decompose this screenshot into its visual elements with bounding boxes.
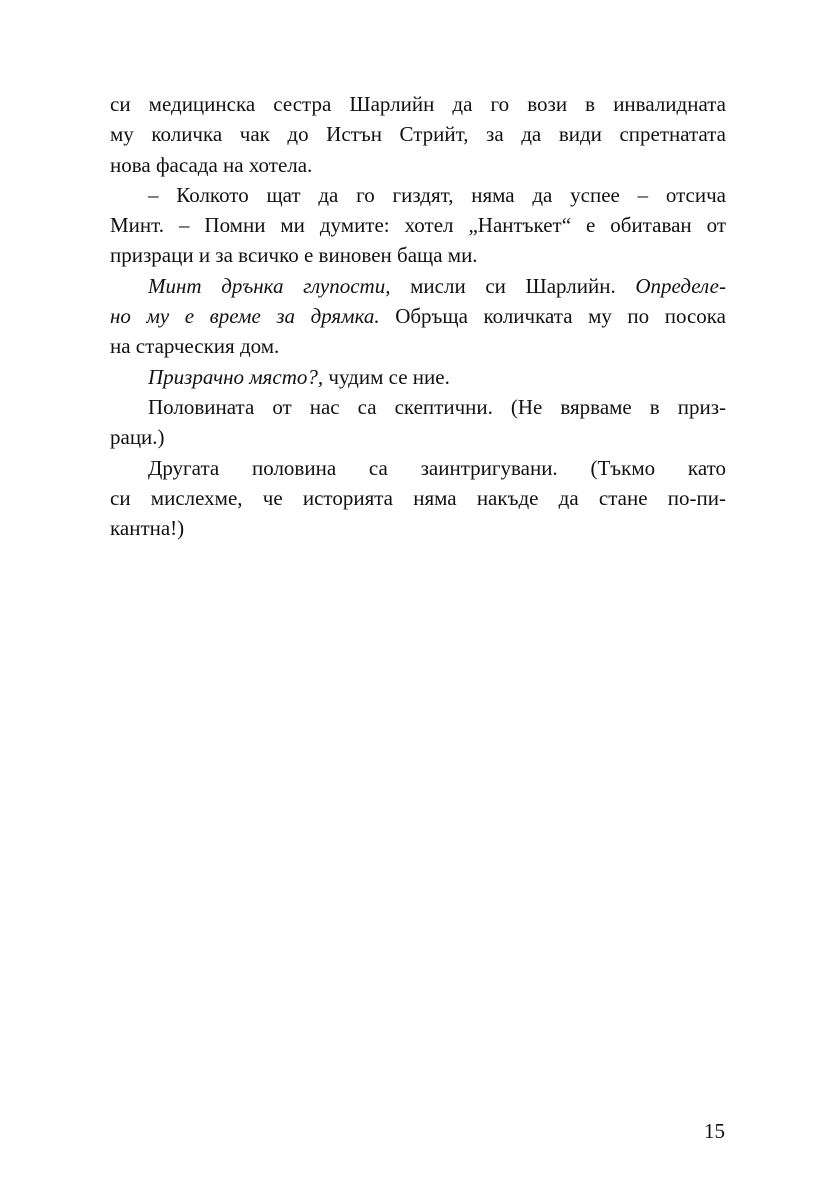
text-run: Обръща количката му по посока [379, 304, 726, 329]
text-line [110, 150, 726, 180]
text-run: – Колкото щат да го гиздят, няма да успее – отсича [148, 182, 726, 207]
text-line [110, 301, 726, 331]
text-run: призраци и за всичко е виновен баща ми. [110, 243, 478, 268]
text-run: му количка чак до Истън Стрийт, за да види спретнатата [110, 122, 726, 147]
italic-text-run: Призрачно място?, [148, 364, 324, 389]
text-line [110, 422, 726, 452]
page-number: 15 [704, 1119, 725, 1143]
paragraph [110, 180, 726, 271]
text-line [110, 392, 726, 422]
paragraph [110, 271, 726, 362]
text-line [110, 119, 726, 149]
text-line [110, 180, 726, 210]
paragraph [110, 89, 726, 180]
text-line [110, 240, 726, 270]
text-run: на старческия дом. [110, 334, 280, 359]
text-line [110, 271, 726, 301]
text-line [110, 210, 726, 240]
text-run: нова фасада на хотела. [110, 152, 313, 177]
text-run: чудим се ние. [323, 364, 450, 389]
italic-text-run: Определе- [635, 273, 726, 298]
text-line [110, 453, 726, 483]
text-line [110, 483, 726, 513]
paragraph [110, 362, 726, 392]
text-line [110, 362, 726, 392]
paragraph [110, 392, 726, 453]
text-run: раци.) [110, 425, 165, 450]
text-run: Половината от нас са скептични. (Не вярваме в приз- [148, 394, 726, 419]
text-run: Минт. – Помни ми думите: хотел „Нантъкет“ е обитаван от [110, 213, 726, 238]
text-line [110, 89, 726, 119]
text-run: мисли си Шарлийн. [390, 273, 636, 298]
text-line [110, 513, 726, 543]
text-line [110, 331, 726, 361]
italic-text-run: Минт дрънка глупости, [148, 273, 391, 298]
text-run: кантна!) [110, 516, 185, 541]
body-text [110, 89, 726, 543]
text-run: си мислехме, че историята няма накъде да стане по-пи- [110, 485, 726, 510]
paragraph [110, 453, 726, 544]
italic-text-run: но му е време за дрямка. [110, 304, 380, 329]
text-run: си медицинска сестра Шарлийн да го вози в инвалидната [110, 92, 726, 116]
text-run: Другата половина са заинтригувани. (Тъкмо като [148, 455, 726, 480]
